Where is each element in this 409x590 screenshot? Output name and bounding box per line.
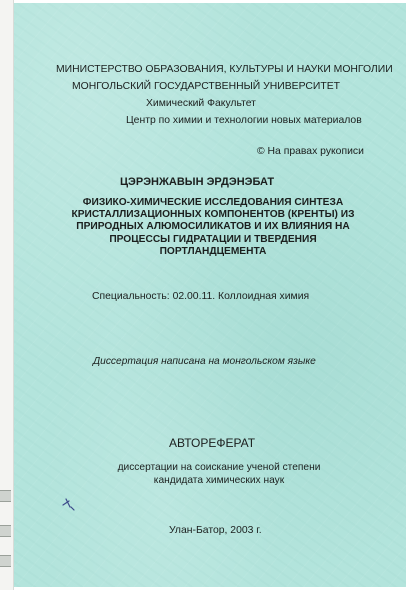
ministry-line: МИНИСТЕРСТВО ОБРАЗОВАНИЯ, КУЛЬТУРЫ И НАУКИ МОНГОЛИИ (56, 64, 393, 75)
language-note: Диссертация написана на монгольском языке (93, 356, 316, 367)
dissertation-title (40, 197, 386, 258)
title-line: ФИЗИКО-ХИМИЧЕСКИЕ ИССЛЕДОВАНИЯ СИНТЕЗА (82, 197, 344, 208)
pen-mark-icon (60, 495, 78, 513)
author-name: ЦЭРЭНЖАВЫН ЭРДЭНЭБАТ (120, 176, 275, 188)
title-line: ПРОЦЕССЫ ГИДРАТАЦИИ И ТВЕРДЕНИЯ (109, 233, 317, 245)
binding-mark (0, 555, 11, 567)
faculty-line: Химический Факультет (146, 98, 256, 109)
document-type: АВТОРЕФЕРАТ (169, 436, 256, 450)
title-line: КРИСТАЛЛИЗАЦИОННЫХ КОМПОНЕНТОВ (КРЕНТЫ) ИЗ (71, 209, 355, 221)
degree-line: кандидата химических наук (153, 475, 285, 486)
specialty: Специальность: 02.00.11. Коллоидная химия (92, 291, 310, 302)
title-line: ПОРТЛАНДЦЕМЕНТА (159, 245, 267, 257)
binding-mark (0, 525, 11, 537)
rights-note: © На правах рукописи (257, 146, 364, 157)
place-and-year: Улан-Батор, 2003 г. (169, 525, 262, 536)
university-line: МОНГОЛЬСКИЙ ГОСУДАРСТВЕННЫЙ УНИВЕРСИТЕТ (72, 81, 341, 92)
degree-statement (60, 461, 378, 487)
degree-line: диссертации на соискание ученой степени (117, 462, 321, 473)
institution-header (40, 61, 400, 129)
binding-mark (0, 490, 11, 502)
binding-strip (0, 0, 14, 590)
title-line: ПРИРОДНЫХ АЛЮМОСИЛИКАТОВ И ИХ ВЛИЯНИЯ НА (76, 221, 350, 233)
center-line: Центр по химии и технологии новых материалов (126, 115, 362, 126)
